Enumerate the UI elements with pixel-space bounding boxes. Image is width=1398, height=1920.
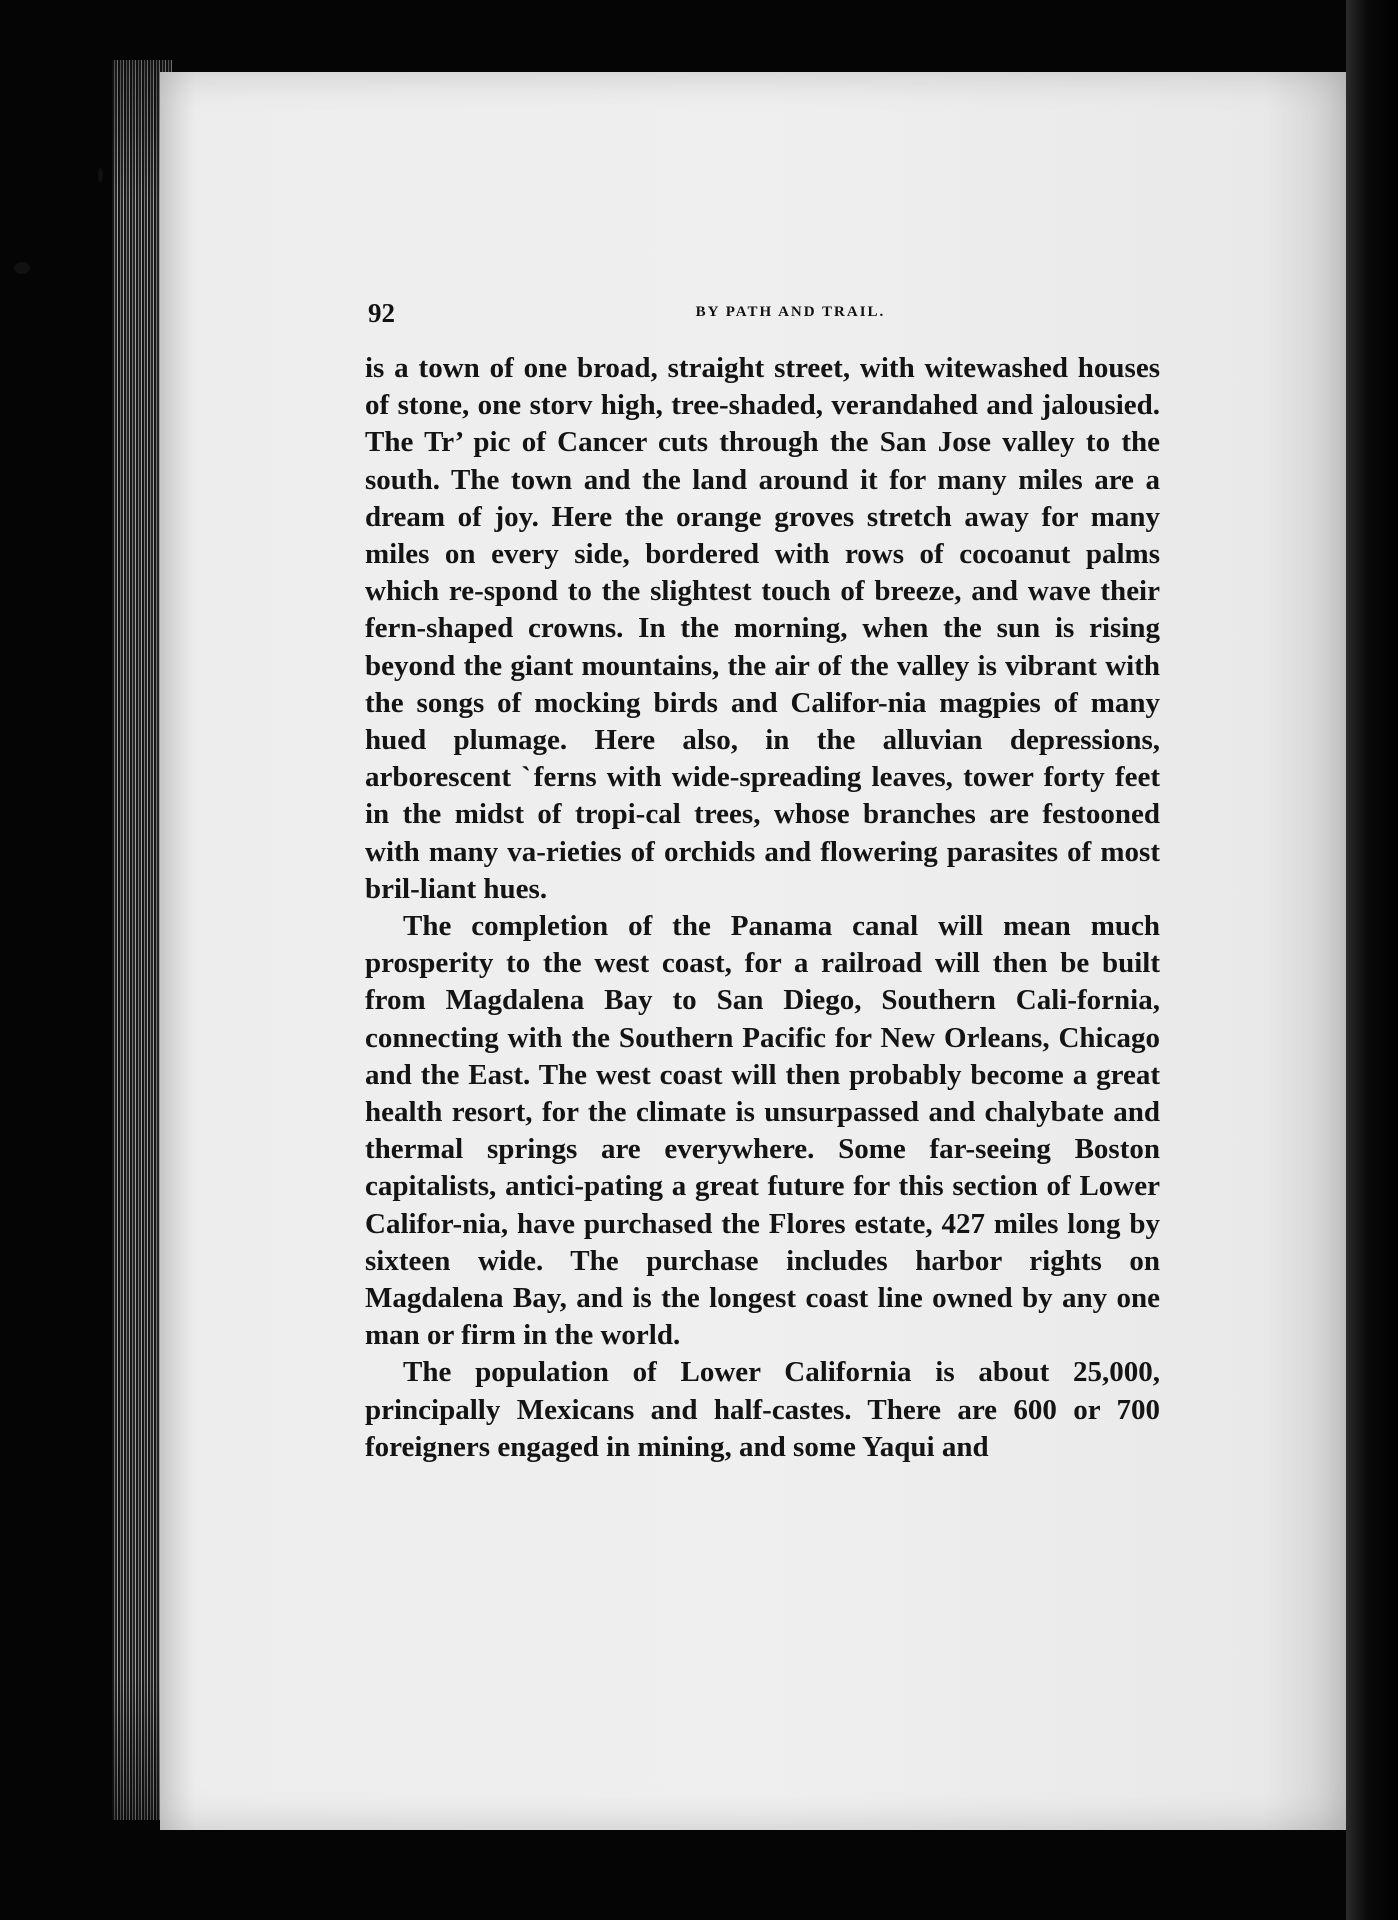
paragraph-1: is a town of one broad, straight street, with witewashed houses of stone, one storv high, tree-shaded, verandahed and jalousied. The Tr’ pic of Cancer cuts through the San Jose valley to the south. The town and the land around it for many miles are a dream of joy. Here the orange groves stretch away for many miles on every side, bordered with rows of cocoanut palms which re-spond to the slightest touch of breeze, and wave their fern-shaped crowns. In the morning, when the sun is rising beyond the giant mountains, the air of the valley is vibrant with the songs of mocking birds and Califor-nia magpies of many hued plumage. Here also, in the alluvian depressions, arborescent ˋferns with wide-spreading leaves, tower forty feet in the midst of tropi-cal trees, whose branches are festooned with many va-rieties of orchids and flowering parasites of most bril-liant hues. bbox=[365, 352, 1160, 905]
dust-speck bbox=[14, 262, 30, 274]
paragraph-3: The population of Lower California is about 25,000, principally Mexicans and half-castes. There are 600 or 700 foreigners engaged in mining, and some Yaqui and bbox=[365, 1356, 1160, 1463]
page-number: 92 bbox=[368, 298, 395, 328]
paragraph-2: The completion of the Panama canal will mean much prosperity to the west coast, for a railroad will then be built from Magdalena Bay to San Diego, Southern Cali-fornia, connecting with the Southern Pacific for New Orleans, Chicago and the East. The west coast will then probably become a great health resort, for the climate is unsurpassed and chalybate and thermal springs are everywhere. Some far-seeing Boston capitalists, antici-pating a great future for this section of Lower Califor-nia, have purchased the Flores estate, 427 miles long by sixteen wide. The purchase includes harbor rights on Magdalena Bay, and is the longest coast line owned by any one man or firm in the world. bbox=[365, 910, 1160, 1352]
body-text bbox=[365, 350, 1160, 1466]
binding-shadow bbox=[1346, 0, 1398, 1920]
running-head bbox=[368, 298, 1163, 338]
running-title: BY PATH AND TRAIL. bbox=[695, 304, 886, 320]
dust-speck bbox=[98, 168, 103, 182]
